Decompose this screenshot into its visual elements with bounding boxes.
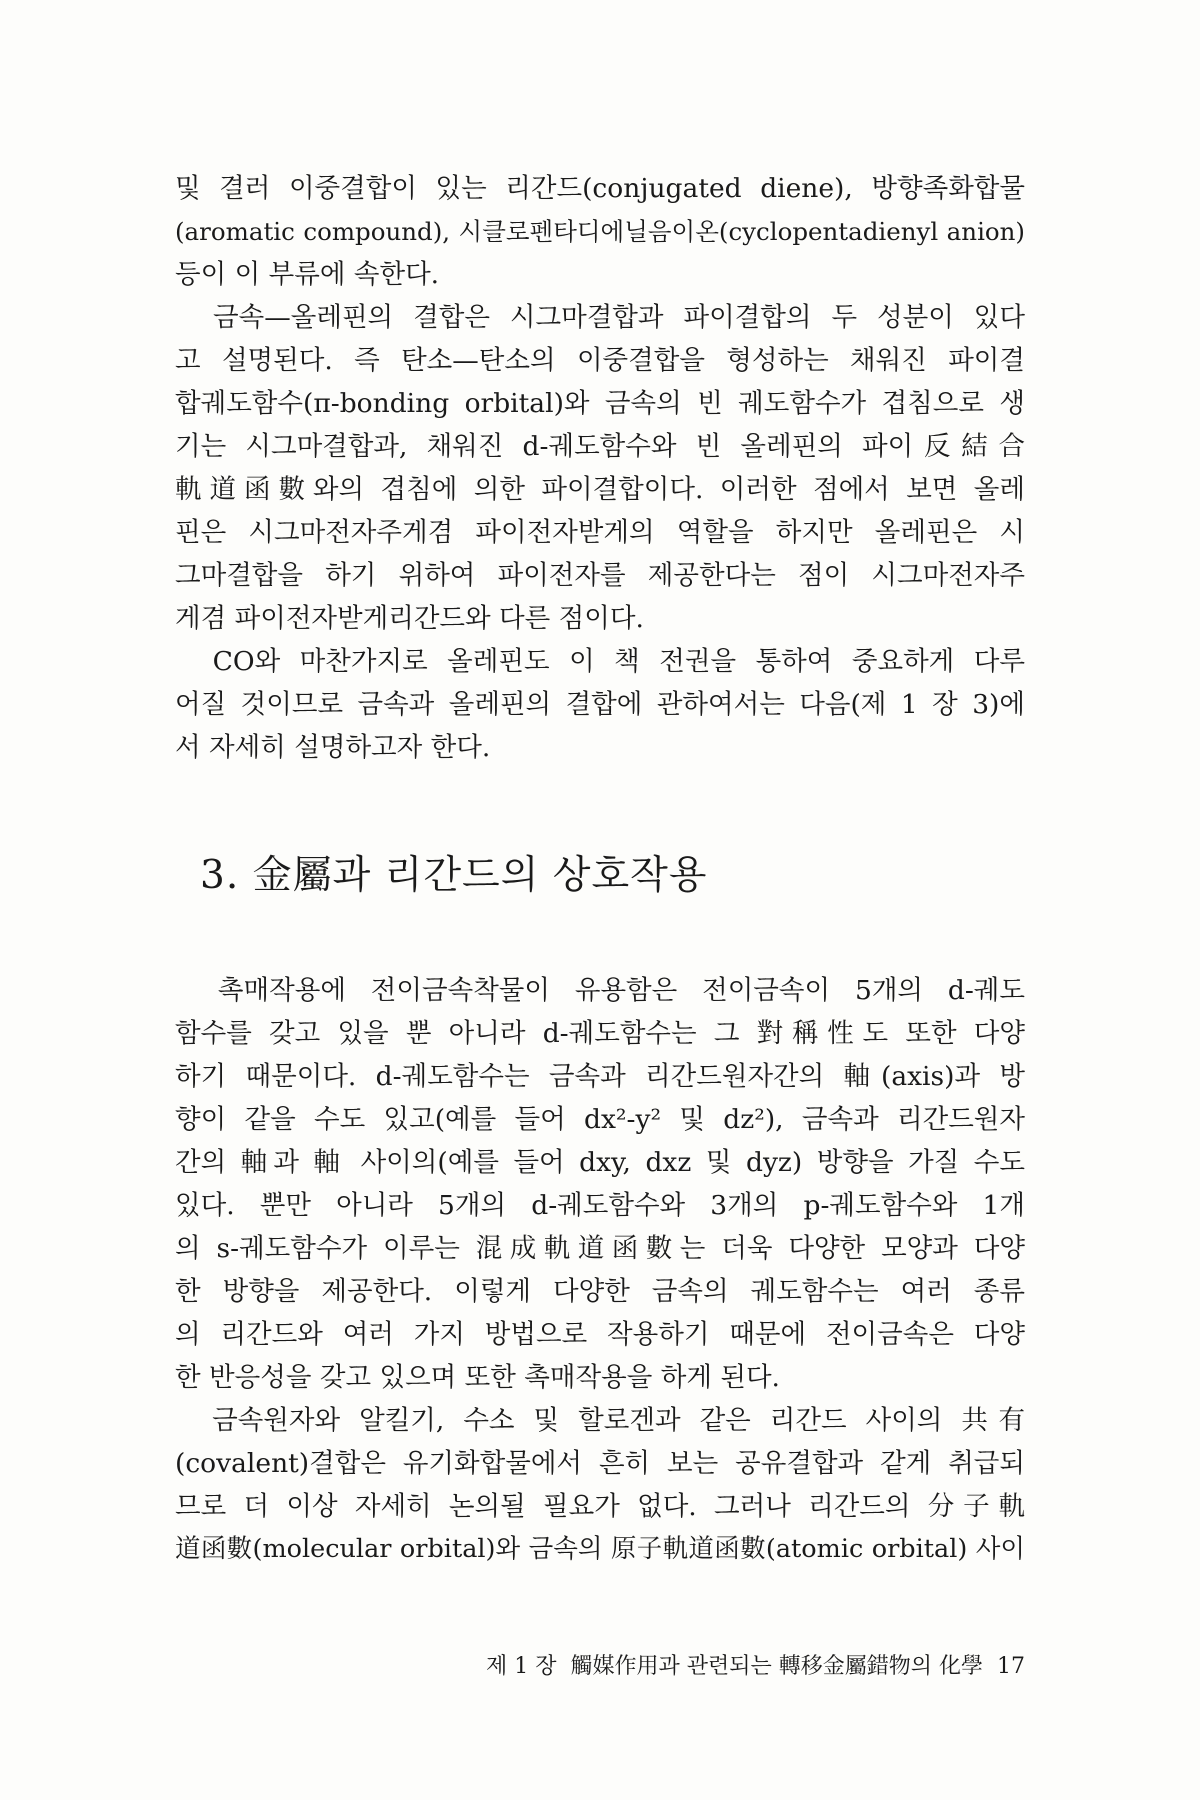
text-line: (covalent)결합은 유기화합물에서 흔히 보는 공유결합과 같게 취급되 — [175, 1448, 1025, 1479]
text-line: 핀은 시그마전자주게겸 파이전자받게의 역할을 하지만 올레핀은 시 — [175, 517, 1025, 548]
text-line: 간의 軸과 軸 사이의(예를 들어 dxy, dxz 및 dyz) 방향을 가질 수도 — [175, 1147, 1025, 1178]
text-line: 의 s-궤도함수가 이루는 混成軌道函數는 더욱 다양한 모양과 다양 — [175, 1233, 1025, 1264]
text-line: 한 방향을 제공한다. 이렇게 다양한 금속의 궤도함수는 여러 종류 — [175, 1276, 1025, 1307]
text-line: 및 결러 이중결합이 있는 리간드(conjugated diene), 방향족화합물 — [175, 173, 1025, 204]
text-line: 고 설명된다. 즉 탄소—탄소의 이중결합을 형성하는 채워진 파이결 — [175, 345, 1025, 376]
text-line: 므로 더 이상 자세히 논의될 필요가 없다. 그러나 리간드의 分子軌 — [175, 1491, 1025, 1522]
text-line: 함수를 갖고 있을 뿐 아니라 d-궤도함수는 그 對稱性도 또한 다양 — [175, 1018, 1025, 1049]
text-line: 서 자세히 설명하고자 한다. — [175, 732, 491, 763]
footer-chapter: 제 1 장 — [486, 1654, 557, 1679]
text-line: 軌道函數와의 겹침에 의한 파이결합이다. 이러한 점에서 보면 올레 — [175, 474, 1025, 505]
running-footer — [357, 1652, 1025, 1682]
text-line: 금속—올레핀의 결합은 시그마결합과 파이결합의 두 성분이 있다 — [175, 302, 1025, 333]
text-line: 하기 때문이다. d-궤도함수는 금속과 리간드원자간의 軸(axis)과 방 — [175, 1061, 1025, 1092]
text-line: 촉매작용에 전이금속착물이 유용함은 전이금속이 5개의 d-궤도 — [175, 975, 1025, 1006]
body-text-lower — [175, 969, 1025, 1571]
text-line: 그마결합을 하기 위하여 파이전자를 제공한다는 점이 시그마전자주 — [175, 560, 1025, 591]
text-line: 있다. 뿐만 아니라 5개의 d-궤도함수와 3개의 p-궤도함수와 1개 — [175, 1190, 1025, 1221]
text-line: 어질 것이므로 금속과 올레핀의 결합에 관하여서는 다음(제 1 장 3)에 — [175, 689, 1025, 720]
text-line: 道函數(molecular orbital)와 금속의 原子軌道函數(atomic orbital) 사이 — [175, 1534, 1025, 1564]
text-line: 게겸 파이전자받게리간드와 다른 점이다. — [175, 603, 644, 634]
text-line: 등이 이 부류에 속한다. — [175, 259, 440, 290]
body-text-upper — [175, 167, 1025, 769]
text-line: (aromatic compound), 시클로펜타디에닐음이온(cyclopentadienyl anion) — [175, 217, 1025, 246]
section-heading: 3. 金屬과 리간드의 상호작용 — [200, 853, 708, 898]
text-line: CO와 마찬가지로 올레핀도 이 책 전권을 통하여 중요하게 다루 — [175, 646, 1025, 677]
text-line: 한 반응성을 갖고 있으며 또한 촉매작용을 하게 된다. — [175, 1362, 780, 1393]
text-line: 금속원자와 알킬기, 수소 및 할로겐과 같은 리간드 사이의 共有 — [175, 1405, 1025, 1436]
text-line: 기는 시그마결합과, 채워진 d-궤도함수와 빈 올레핀의 파이反結合 — [175, 431, 1025, 462]
page-number: 17 — [997, 1654, 1025, 1679]
text-line: 의 리간드와 여러 가지 방법으로 작용하기 때문에 전이금속은 다양 — [175, 1319, 1025, 1350]
footer-title: 觸媒作用과 관련되는 轉移金屬錯物의 化學 — [570, 1654, 983, 1679]
text-line: 향이 같을 수도 있고(예를 들어 dx²-y² 및 dz²), 금속과 리간드원자 — [175, 1104, 1025, 1135]
text-line: 합궤도함수(π-bonding orbital)와 금속의 빈 궤도함수가 겹침으로 생 — [175, 388, 1025, 419]
